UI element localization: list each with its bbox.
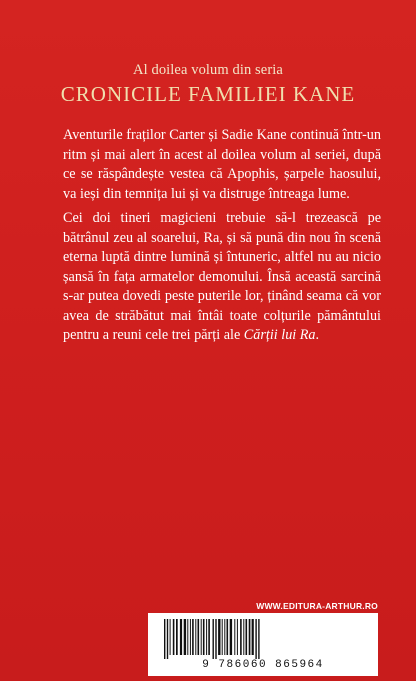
barcode-bar — [180, 619, 182, 655]
barcode-bar — [224, 619, 225, 655]
barcode-bar — [213, 619, 214, 659]
barcode-bar — [206, 619, 207, 655]
publisher-website: WWW.EDITURA-ARTHUR.RO — [256, 601, 378, 611]
barcode-bar — [240, 619, 242, 655]
barcode-bar — [190, 619, 191, 655]
barcode-bar — [215, 619, 216, 659]
barcode-bar — [243, 619, 244, 655]
barcode-bar — [164, 619, 165, 659]
isbn-barcode — [148, 613, 378, 676]
barcode-bar — [192, 619, 194, 655]
blurb-paragraph-2 — [63, 209, 381, 346]
barcode-bar — [201, 619, 202, 655]
barcode-bar — [230, 619, 232, 655]
barcode-bar — [176, 619, 178, 655]
barcode-bar — [167, 619, 168, 659]
isbn-digits: 9 786060 865964 — [202, 659, 324, 671]
series-title: CRONICILE FAMILIEI KANE — [60, 82, 356, 106]
barcode-bar — [170, 619, 171, 655]
barcode-bar — [173, 619, 175, 655]
barcode-bar — [218, 619, 220, 655]
barcode-bar — [249, 619, 251, 655]
barcode-bar — [222, 619, 223, 655]
barcode-bar — [184, 619, 186, 655]
barcode-bar — [203, 619, 205, 655]
barcode-bar — [255, 619, 256, 659]
barcode-bars-icon — [162, 619, 364, 659]
series-intro: Al doilea volum din seria — [133, 62, 283, 78]
barcode-bar — [187, 619, 188, 655]
barcode-bar — [258, 619, 259, 659]
book-title-italic: Cărții lui Ra — [243, 327, 316, 343]
barcode-bar — [208, 619, 210, 655]
barcode-bar — [252, 619, 254, 655]
blurb-paragraph-2-end: . — [315, 327, 320, 343]
barcode-bar — [195, 619, 196, 655]
blurb-paragraph-2-text: Cei doi tineri magicieni trebuie să-l trezească pe bătrânul zeu al soarelui, Ra, și să pună din nou în scenă eterna luptă dintre lumină și întuneric, altfel nu au nicio șansă în fața armatelor demonului. Însă această sarcină s-ar putea dovedi peste puterile lor, ținând seama că vor avea de străbătut mai întâi toate colțurile pământului pentru a reuni cele trei părți ale — [63, 210, 381, 343]
barcode-bar — [227, 619, 229, 655]
barcode-bar — [246, 619, 248, 655]
barcode-bar — [198, 619, 200, 655]
barcode-bar — [234, 619, 235, 655]
barcode-bar — [237, 619, 238, 655]
blurb-paragraph-1: Aventurile fraților Carter și Sadie Kane continuă într-un ritm și mai alert în acest al doilea volum al seriei, după ce se răspândește vestea că Apophis, șarpele haosului, va ieși din temnița lui și va distruge întreaga lume. — [63, 127, 381, 202]
